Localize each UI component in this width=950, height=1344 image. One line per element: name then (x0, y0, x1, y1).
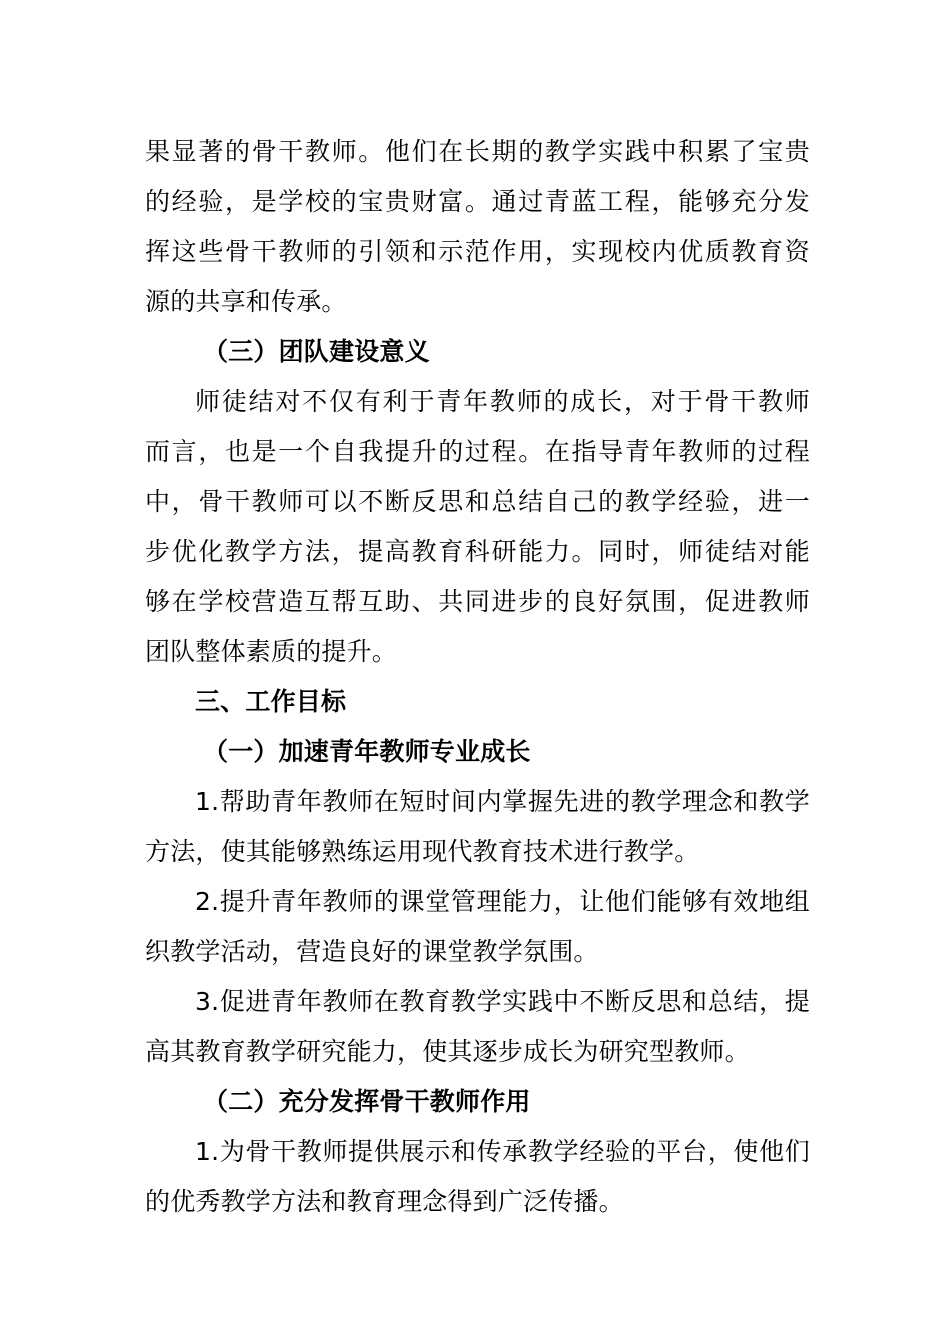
section-heading-young-teacher-growth: （一）加速青年教师专业成长 (203, 737, 531, 766)
list-item-line: 高其教育教学研究能力，使其逐步成长为研究型教师。 (145, 1037, 750, 1066)
list-item-line: 织教学活动，营造良好的课堂教学氛围。 (145, 937, 599, 966)
list-item-line: 2.提升青年教师的课堂管理能力，让他们能够有效地组 (195, 887, 810, 916)
document-page (145, 127, 810, 1227)
list-item-line: 的优秀教学方法和教育理念得到广泛传播。 (145, 1187, 624, 1216)
paragraph-line: 挥这些骨干教师的引领和示范作用，实现校内优质教育资 (145, 237, 810, 266)
paragraph-line: 步优化教学方法，提高教育科研能力。同时，师徒结对能 (145, 537, 810, 566)
list-item-line: 方法，使其能够熟练运用现代教育技术进行教学。 (145, 837, 700, 866)
paragraph-line: 师徒结对不仅有利于青年教师的成长，对于骨干教师 (195, 387, 810, 416)
paragraph-line: 中，骨干教师可以不断反思和总结自己的教学经验，进一 (145, 487, 810, 516)
section-heading-backbone-teacher-role: （二）充分发挥骨干教师作用 (203, 1087, 531, 1116)
paragraph-line: 团队整体素质的提升。 (145, 637, 398, 666)
paragraph-line: 果显著的骨干教师。他们在长期的教学实践中积累了宝贵 (145, 137, 810, 166)
section-heading-team-building: （三）团队建设意义 (203, 337, 430, 366)
section-heading-work-goals: 三、工作目标 (195, 687, 347, 716)
list-item-line: 3.促进青年教师在教育教学实践中不断反思和总结，提 (195, 987, 810, 1016)
paragraph-line: 源的共享和传承。 (145, 287, 347, 316)
list-item-line: 1.帮助青年教师在短时间内掌握先进的教学理念和教学 (195, 787, 810, 816)
list-item-line: 1.为骨干教师提供展示和传承教学经验的平台，使他们 (195, 1137, 810, 1166)
paragraph-line: 的经验，是学校的宝贵财富。通过青蓝工程，能够充分发 (145, 187, 810, 216)
paragraph-line: 而言，也是一个自我提升的过程。在指导青年教师的过程 (145, 437, 810, 466)
paragraph-line: 够在学校营造互帮互助、共同进步的良好氛围，促进教师 (145, 587, 810, 616)
